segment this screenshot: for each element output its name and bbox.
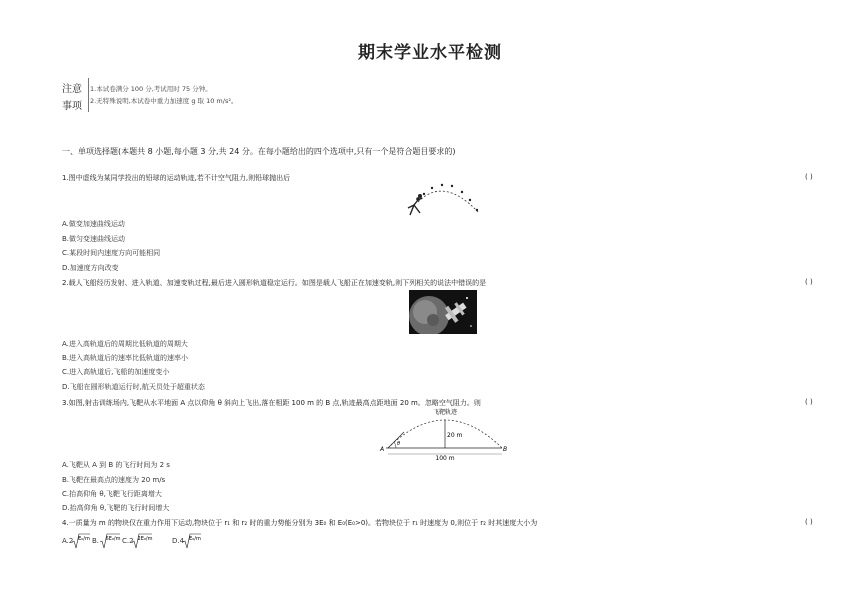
question-3-option-d: D.抬高仰角 θ,飞靶的飞行时间增大 <box>62 504 170 512</box>
radicand-a: E₀/m <box>78 536 90 542</box>
notice-item-1: 1.本试卷满分 100 分,考试用时 75 分钟。 <box>90 85 212 93</box>
question-1-option-b: B.做匀变速曲线运动 <box>62 235 126 243</box>
radicand-c: 2E₀/m <box>137 536 153 542</box>
radicand-b: 6E₀/m <box>105 536 121 542</box>
notice-divider <box>88 78 89 112</box>
notice-item-2: 2.无特殊说明,本试卷中重力加速度 g 取 10 m/s²。 <box>90 97 238 105</box>
radicand-d: E₀/m <box>189 536 201 542</box>
sqrt-c <box>131 532 153 550</box>
question-3-option-a: A.飞靶从 A 到 B 的飞行时间为 2 s <box>62 461 170 469</box>
question-2-option-a: A.进入高轨道后的周期比低轨道的周期大 <box>62 340 188 348</box>
answer-paren-3: ( ) <box>805 398 813 406</box>
point-b-label: B <box>503 446 508 453</box>
question-2-option-c: C.进入高轨道后,飞船的加速度变小 <box>62 368 170 376</box>
question-3-stem: 3.如图,射击训练场内,飞靶从水平地面 A 点以仰角 θ 斜向上飞出,落在相距 100 m 的 B 点,轨迹最高点距地面 20 m。忽略空气阻力。则 <box>62 399 481 407</box>
question-3-option-b: B.飞靶在最高点的速度为 20 m/s <box>62 476 166 484</box>
question-2-stem: 2.载人飞船经历发射、进入轨道、加速变轨过程,最后进入圆形轨道稳定运行。如图是载人飞船正在加速变轨,则下列相关的说法中错误的是 <box>62 279 487 287</box>
distance-label: 100 m <box>435 455 455 460</box>
answer-paren-1: ( ) <box>805 173 813 181</box>
sqrt-d <box>182 532 202 550</box>
question-4-option-b: B. <box>92 537 100 545</box>
question-2-option-b: B.进入高轨道后的速率比低轨道的速率小 <box>62 354 189 362</box>
question-1-option-d: D.加速度方向改变 <box>62 264 119 272</box>
track-label: 飞靶轨迹 <box>432 409 458 416</box>
question-4-option-c: C.2 <box>122 537 134 545</box>
question-1-option-a: A.做变加速曲线运动 <box>62 220 125 228</box>
shot-put-trajectory-figure <box>404 180 488 218</box>
question-3-option-c: C.抬高仰角 θ,飞靶飞行距离增大 <box>62 490 162 498</box>
question-4-option-a: A.2 <box>62 537 74 545</box>
question-2-option-d: D.飞船在圆形轨道运行时,航天员处于超重状态 <box>62 383 205 391</box>
height-label: 20 m <box>447 432 463 439</box>
target-trajectory-diagram <box>378 406 508 460</box>
notice-label-2: 事项 <box>62 101 82 112</box>
sqrt-a <box>71 532 91 550</box>
question-4-stem: 4.一质量为 m 的物块仅在重力作用下运动,物块位于 r₁ 和 r₂ 时的重力势能分别为 3E₀ 和 E₀(E₀>0)。若物块位于 r₁ 时速度为 0,则位于 r₂ 时其速度大小为 <box>62 519 538 527</box>
question-1-option-c: C.某段时间内速度方向可能相同 <box>62 249 161 257</box>
section-heading: 一、单项选择题(本题共 8 小题,每小题 3 分,共 24 分。在每小题给出的四个选项中,只有一个是符合题目要求的) <box>62 147 456 156</box>
page-title: 期末学业水平检测 <box>358 43 502 63</box>
answer-paren-4: ( ) <box>805 518 813 526</box>
point-a-label: A <box>380 446 385 453</box>
answer-paren-2: ( ) <box>805 278 813 286</box>
angle-label: θ <box>397 441 401 447</box>
question-1-stem: 1.图中虚线为某同学投出的铅球的运动轨迹,若不计空气阻力,则铅球抛出后 <box>62 174 291 182</box>
notice-label-1: 注意 <box>62 84 82 95</box>
sqrt-b <box>99 532 121 550</box>
spacecraft-photo <box>409 290 477 334</box>
question-4-option-d: D.4 <box>172 537 185 545</box>
